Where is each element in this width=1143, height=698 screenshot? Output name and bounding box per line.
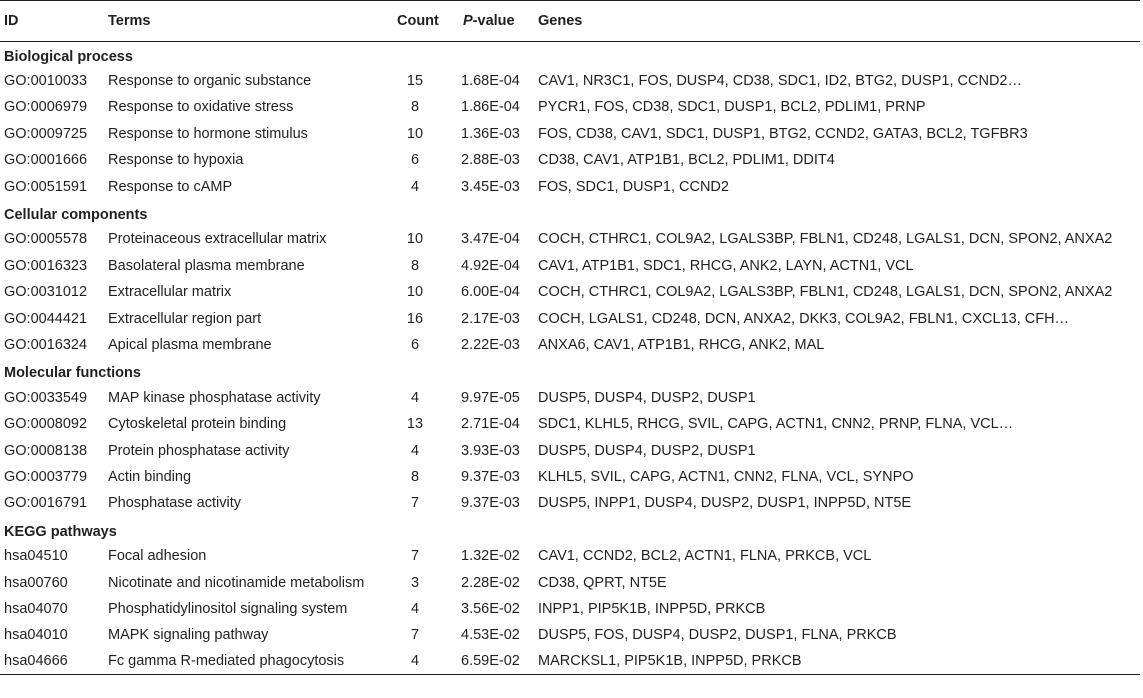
table-row <box>0 596 1140 622</box>
cell-genes: CAV1, ATP1B1, SDC1, RHCG, ANK2, LAYN, ACTN1, VCL <box>538 257 914 274</box>
table-row <box>0 68 1140 94</box>
cell-genes: CAV1, CCND2, BCL2, ACTN1, FLNA, PRKCB, VCL <box>538 548 872 565</box>
cell-genes: COCH, CTHRC1, COL9A2, LGALS3BP, FBLN1, CD248, LGALS1, DCN, SPON2, ANXA2 <box>538 231 1113 248</box>
cell-term: Response to cAMP <box>108 178 233 195</box>
table-row <box>0 648 1140 674</box>
cell-id: hsa00760 <box>4 574 68 591</box>
cell-term: MAPK signaling pathway <box>108 627 269 644</box>
cell-count: 4 <box>410 600 420 617</box>
header-genes: Genes <box>534 1 1140 42</box>
cell-count: 7 <box>410 627 420 644</box>
cell-term: Proteinaceous extracellular matrix <box>108 231 327 248</box>
table-row <box>0 411 1140 437</box>
cell-p-value: 9.37E-03 <box>461 468 520 485</box>
cell-count: 8 <box>410 257 420 274</box>
cell-term: Basolateral plasma membrane <box>108 257 305 274</box>
cell-count: 7 <box>410 495 420 512</box>
cell-p-value: 9.37E-03 <box>461 495 520 512</box>
table-row <box>0 226 1140 252</box>
cell-count: 4 <box>410 389 420 406</box>
table-row <box>0 279 1140 305</box>
cell-term: Response to hypoxia <box>108 152 244 169</box>
cell-p-value: 6.00E-04 <box>461 284 520 301</box>
section-header-row <box>0 517 1140 543</box>
table-row <box>0 121 1140 147</box>
table-row <box>0 305 1140 331</box>
cell-term: Cytoskeletal protein binding <box>108 416 287 433</box>
section-header-row <box>0 358 1140 384</box>
cell-count: 4 <box>385 648 453 674</box>
cell-p-value: 2.28E-02 <box>461 574 520 591</box>
section-title: KEGG pathways <box>4 523 117 540</box>
table-row <box>0 253 1140 279</box>
cell-p-value: 1.86E-04 <box>461 99 520 116</box>
cell-term: Apical plasma membrane <box>108 336 272 353</box>
table-row <box>0 569 1140 595</box>
table-row <box>0 622 1140 648</box>
cell-genes: COCH, LGALS1, CD248, DCN, ANXA2, DKK3, COL9A2, FBLN1, CXCL13, CFH… <box>538 310 1070 327</box>
cell-p-value: 1.68E-04 <box>461 73 520 90</box>
cell-id: GO:0003779 <box>4 468 88 485</box>
cell-term: Response to oxidative stress <box>108 99 294 116</box>
cell-id: GO:0016791 <box>4 495 88 512</box>
cell-term: Focal adhesion <box>108 548 207 565</box>
cell-term: Protein phosphatase activity <box>108 442 290 459</box>
cell-count: 8 <box>410 99 420 116</box>
cell-genes: INPP1, PIP5K1B, INPP5D, PRKCB <box>538 600 766 617</box>
table-header <box>0 1 1140 42</box>
cell-id: GO:0009725 <box>4 125 88 142</box>
cell-id: GO:0008092 <box>4 416 88 433</box>
cell-count: 13 <box>406 416 424 433</box>
section-title: Cellular components <box>4 207 148 224</box>
cell-count: 10 <box>406 125 424 142</box>
cell-term: Phosphatase activity <box>108 495 241 512</box>
cell-id: GO:0031012 <box>4 284 88 301</box>
table-body <box>0 42 1140 675</box>
cell-genes: CD38, QPRT, NT5E <box>538 574 667 591</box>
cell-term: Extracellular matrix <box>108 284 232 301</box>
table-row <box>0 173 1140 199</box>
cell-id: hsa04510 <box>4 548 68 565</box>
cell-id: hsa04010 <box>4 627 68 644</box>
cell-id: GO:0016324 <box>4 336 88 353</box>
section-title: Biological process <box>4 48 133 65</box>
cell-term: Response to organic substance <box>108 73 312 90</box>
cell-genes: DUSP5, DUSP4, DUSP2, DUSP1 <box>538 442 756 459</box>
cell-p-value: 2.17E-03 <box>461 310 520 327</box>
cell-genes: COCH, CTHRC1, COL9A2, LGALS3BP, FBLN1, CD248, LGALS1, DCN, SPON2, ANXA2 <box>538 284 1113 301</box>
cell-id: GO:0010033 <box>4 73 88 90</box>
cell-term: Nicotinate and nicotinamide metabolism <box>108 574 365 591</box>
cell-count: 8 <box>410 468 420 485</box>
section-header-row <box>0 42 1140 68</box>
table-row <box>0 490 1140 516</box>
cell-id: GO:0006979 <box>4 99 88 116</box>
cell-genes: DUSP5, INPP1, DUSP4, DUSP2, DUSP1, INPP5D, NT5E <box>538 495 912 512</box>
cell-id: GO:0001666 <box>4 152 88 169</box>
cell-p-value: 1.36E-03 <box>461 125 520 142</box>
cell-p-value: 6.59E-02 <box>453 648 534 674</box>
cell-count: 16 <box>406 310 424 327</box>
cell-count: 15 <box>406 73 424 90</box>
cell-genes: FOS, CD38, CAV1, SDC1, DUSP1, BTG2, CCND2, GATA3, BCL2, TGFBR3 <box>538 125 1028 142</box>
cell-id: GO:0008138 <box>4 442 88 459</box>
cell-genes: CAV1, NR3C1, FOS, DUSP4, CD38, SDC1, ID2, BTG2, DUSP1, CCND2… <box>538 73 1023 90</box>
cell-term: Response to hormone stimulus <box>108 125 308 142</box>
table-row <box>0 332 1140 358</box>
table-row <box>0 94 1140 120</box>
cell-genes: DUSP5, DUSP4, DUSP2, DUSP1 <box>538 389 756 406</box>
section-title: Molecular functions <box>4 365 141 382</box>
cell-p-value: 3.47E-04 <box>461 231 520 248</box>
cell-term: Phosphatidylinositol signaling system <box>108 600 348 617</box>
cell-genes: CD38, CAV1, ATP1B1, BCL2, PDLIM1, DDIT4 <box>538 152 835 169</box>
cell-id: GO:0005578 <box>4 231 88 248</box>
cell-id: hsa04666 <box>0 648 104 674</box>
cell-p-value: 3.93E-03 <box>461 442 520 459</box>
cell-term: Extracellular region part <box>108 310 262 327</box>
header-id: ID <box>0 1 104 42</box>
section-header-row <box>0 200 1140 226</box>
header-p-italic: P <box>463 13 473 29</box>
table-row <box>0 543 1140 569</box>
table-row <box>0 464 1140 490</box>
cell-p-value: 3.45E-03 <box>461 178 520 195</box>
cell-id: GO:0033549 <box>4 389 88 406</box>
cell-count: 3 <box>410 574 420 591</box>
header-p-suffix: -value <box>472 13 515 29</box>
table-row <box>0 147 1140 173</box>
cell-p-value: 1.32E-02 <box>461 548 520 565</box>
cell-genes: PYCR1, FOS, CD38, SDC1, DUSP1, BCL2, PDLIM1, PRNP <box>538 99 926 116</box>
header-count: Count <box>385 1 453 42</box>
cell-count: 7 <box>410 548 420 565</box>
cell-p-value: 4.53E-02 <box>461 627 520 644</box>
cell-count: 10 <box>406 284 424 301</box>
cell-id: hsa04070 <box>4 600 68 617</box>
cell-term: Fc gamma R-mediated phagocytosis <box>104 648 385 674</box>
cell-p-value: 2.22E-03 <box>461 336 520 353</box>
cell-genes: FOS, SDC1, DUSP1, CCND2 <box>538 178 729 195</box>
table-row <box>0 385 1140 411</box>
cell-id: GO:0016323 <box>4 257 88 274</box>
cell-p-value: 3.56E-02 <box>461 600 520 617</box>
cell-genes: SDC1, KLHL5, RHCG, SVIL, CAPG, ACTN1, CNN2, PRNP, FLNA, VCL… <box>538 416 1014 433</box>
cell-count: 10 <box>406 231 424 248</box>
cell-id: GO:0044421 <box>4 310 88 327</box>
cell-term: Actin binding <box>108 468 192 485</box>
cell-p-value: 2.88E-03 <box>461 152 520 169</box>
cell-count: 4 <box>410 442 420 459</box>
table-row <box>0 437 1140 463</box>
cell-genes: ANXA6, CAV1, ATP1B1, RHCG, ANK2, MAL <box>538 336 825 353</box>
cell-genes: KLHL5, SVIL, CAPG, ACTN1, CNN2, FLNA, VCL, SYNPO <box>538 468 914 485</box>
cell-p-value: 9.97E-05 <box>461 389 520 406</box>
header-p-value <box>453 1 534 42</box>
cell-p-value: 2.71E-04 <box>461 416 520 433</box>
cell-p-value: 4.92E-04 <box>461 257 520 274</box>
header-terms: Terms <box>104 1 385 42</box>
cell-term: MAP kinase phosphatase activity <box>108 389 321 406</box>
cell-id: GO:0051591 <box>4 178 88 195</box>
cell-count: 6 <box>410 152 420 169</box>
cell-genes: DUSP5, FOS, DUSP4, DUSP2, DUSP1, FLNA, PRKCB <box>538 627 897 644</box>
cell-count: 6 <box>410 336 420 353</box>
cell-genes: MARCKSL1, PIP5K1B, INPP5D, PRKCB <box>534 648 1140 674</box>
cell-count: 4 <box>410 178 420 195</box>
